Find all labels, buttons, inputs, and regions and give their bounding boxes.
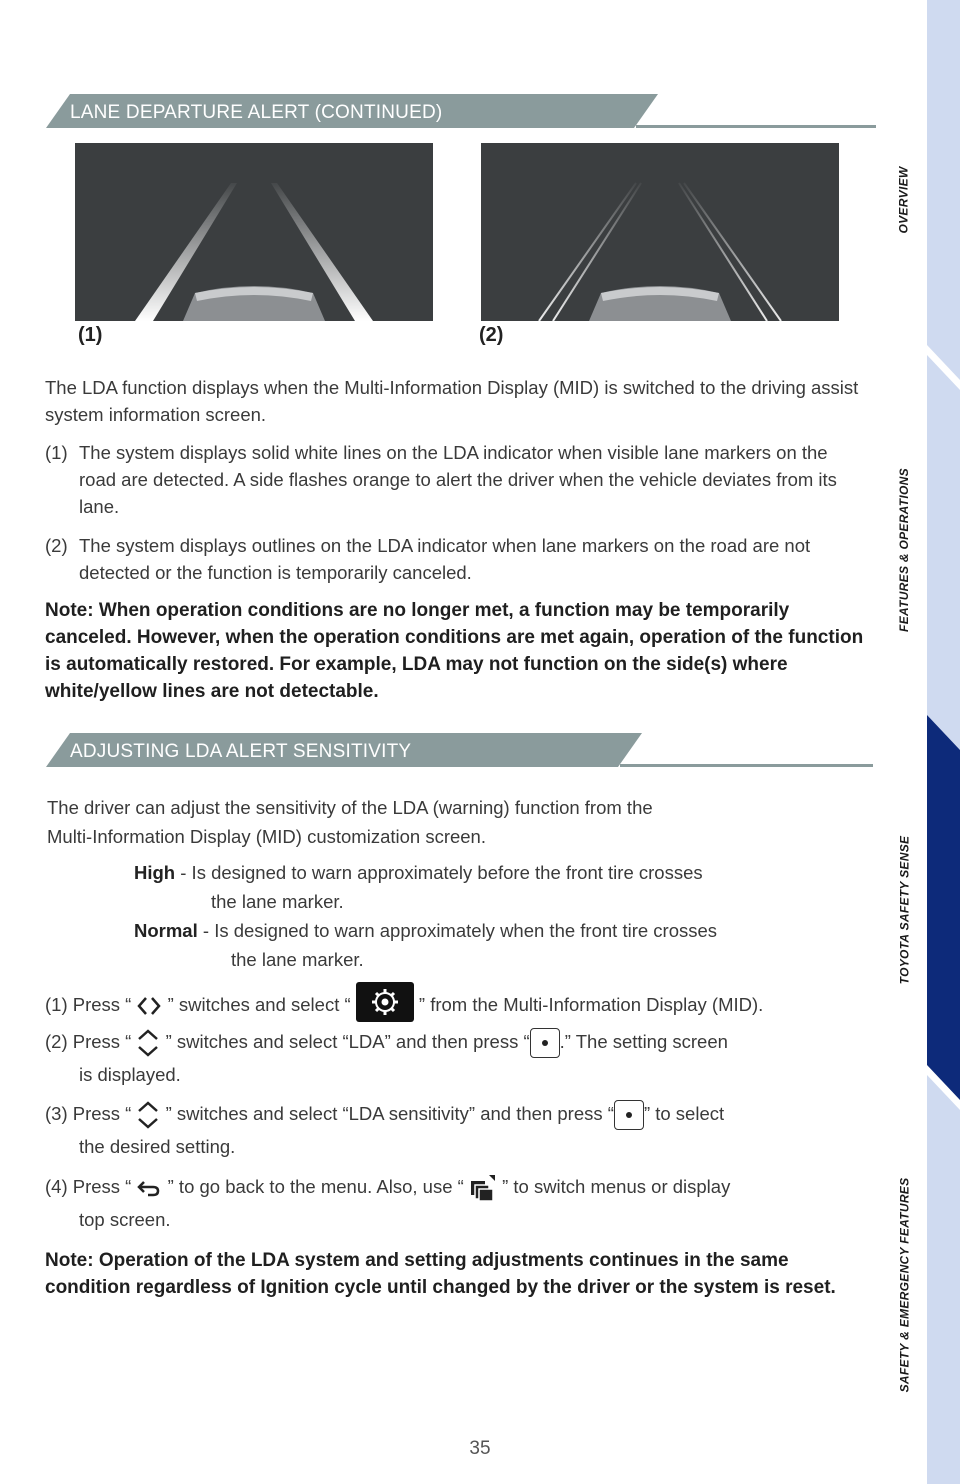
mid-display-outline-lines: [481, 143, 839, 321]
ok-button-icon: [614, 1100, 644, 1130]
intro-paragraph: The LDA function displays when the Multi-Information Display (MID) is switched to the driving assist system information screen.: [45, 377, 859, 425]
step-1: (1) Press “ ” switches and select “ ” from the Multi-Information Display (MID).: [45, 990, 875, 1022]
section-header-lda-continued: [46, 94, 876, 128]
left-right-arrows-icon: [136, 995, 162, 1017]
up-down-arrows-icon: [136, 1028, 160, 1058]
up-down-arrows-icon: [136, 1100, 160, 1130]
intro2-line2: Multi-Information Display (MID) customization screen.: [47, 826, 486, 847]
gear-icon: [356, 982, 414, 1022]
tab-toyota-safety-sense: [927, 715, 960, 1100]
page-number: 35: [469, 1438, 491, 1459]
tab-overview: [927, 0, 960, 380]
step-4: (4) Press “ ” to go back to the menu. Also, use “ ” to switch menus or display top screen.: [45, 1173, 875, 1203]
ok-button-icon: [530, 1028, 560, 1058]
tab-label-safety-emergency[interactable]: SAFETY & EMERGENCY FEATURES: [897, 1177, 912, 1393]
tab-features-operations: [927, 355, 960, 750]
list-item: (1) The system displays solid white lines on the LDA indicator when visible lane markers on the road are detected. A side flashes orange to alert the driver when the vehicle deviates from its lane.: [45, 442, 837, 517]
section-title: LANE DEPARTURE ALERT (CONTINUED): [70, 102, 443, 123]
note-paragraph: Note: When operation conditions are no longer met, a function may be temporarily canceled. However, when the operation conditions are met again, operation of the function is automatically restored. For example, LDA may not function on the side(s) where white/yellow lines are not detectable.: [45, 600, 864, 702]
sensitivity-normal: Normal - Is designed to warn approximately when the front tire crosses: [134, 920, 718, 941]
tab-label-overview[interactable]: OVERVIEW: [897, 166, 912, 234]
tab-label-safety-sense[interactable]: TOYOTA SAFETY SENSE: [897, 835, 911, 985]
figure-label-1: (1): [78, 324, 103, 346]
step-2: (2) Press “ ” switches and select “LDA” and then press “ .” The setting screen is displayed.: [45, 1028, 875, 1058]
menu-switch-icon: [469, 1173, 497, 1203]
intro2-line1: The driver can adjust the sensitivity of the LDA (warning) function from the: [47, 797, 653, 818]
section-title: ADJUSTING LDA ALERT SENSITIVITY: [70, 741, 412, 762]
mid-display-solid-lines: [75, 143, 433, 321]
note-paragraph-2: Note: Operation of the LDA system and setting adjustments continues in the same condition regardless of Ignition cycle until changed by the driver or the system is reset.: [45, 1250, 836, 1298]
list-item: (2) The system displays outlines on the LDA indicator when lane markers on the road are not detected or the function is temporarily canceled.: [45, 535, 811, 583]
step-3: (3) Press “ ” switches and select “LDA sensitivity” and then press “ ” to select the desired setting.: [45, 1100, 875, 1130]
tab-safety-emergency: [927, 1075, 960, 1484]
figure-label-2: (2): [479, 324, 504, 346]
tab-label-features[interactable]: FEATURES & OPERATIONS: [897, 468, 911, 632]
sensitivity-high-cont: the lane marker.: [211, 891, 344, 912]
sensitivity-normal-cont: the lane marker.: [231, 949, 364, 970]
back-icon: [136, 1178, 162, 1198]
sidebar-tabs: [927, 0, 960, 1484]
section-header-adjusting-sensitivity: [46, 733, 873, 767]
sensitivity-high: High - Is designed to warn approximately before the front tire crosses: [134, 862, 703, 883]
